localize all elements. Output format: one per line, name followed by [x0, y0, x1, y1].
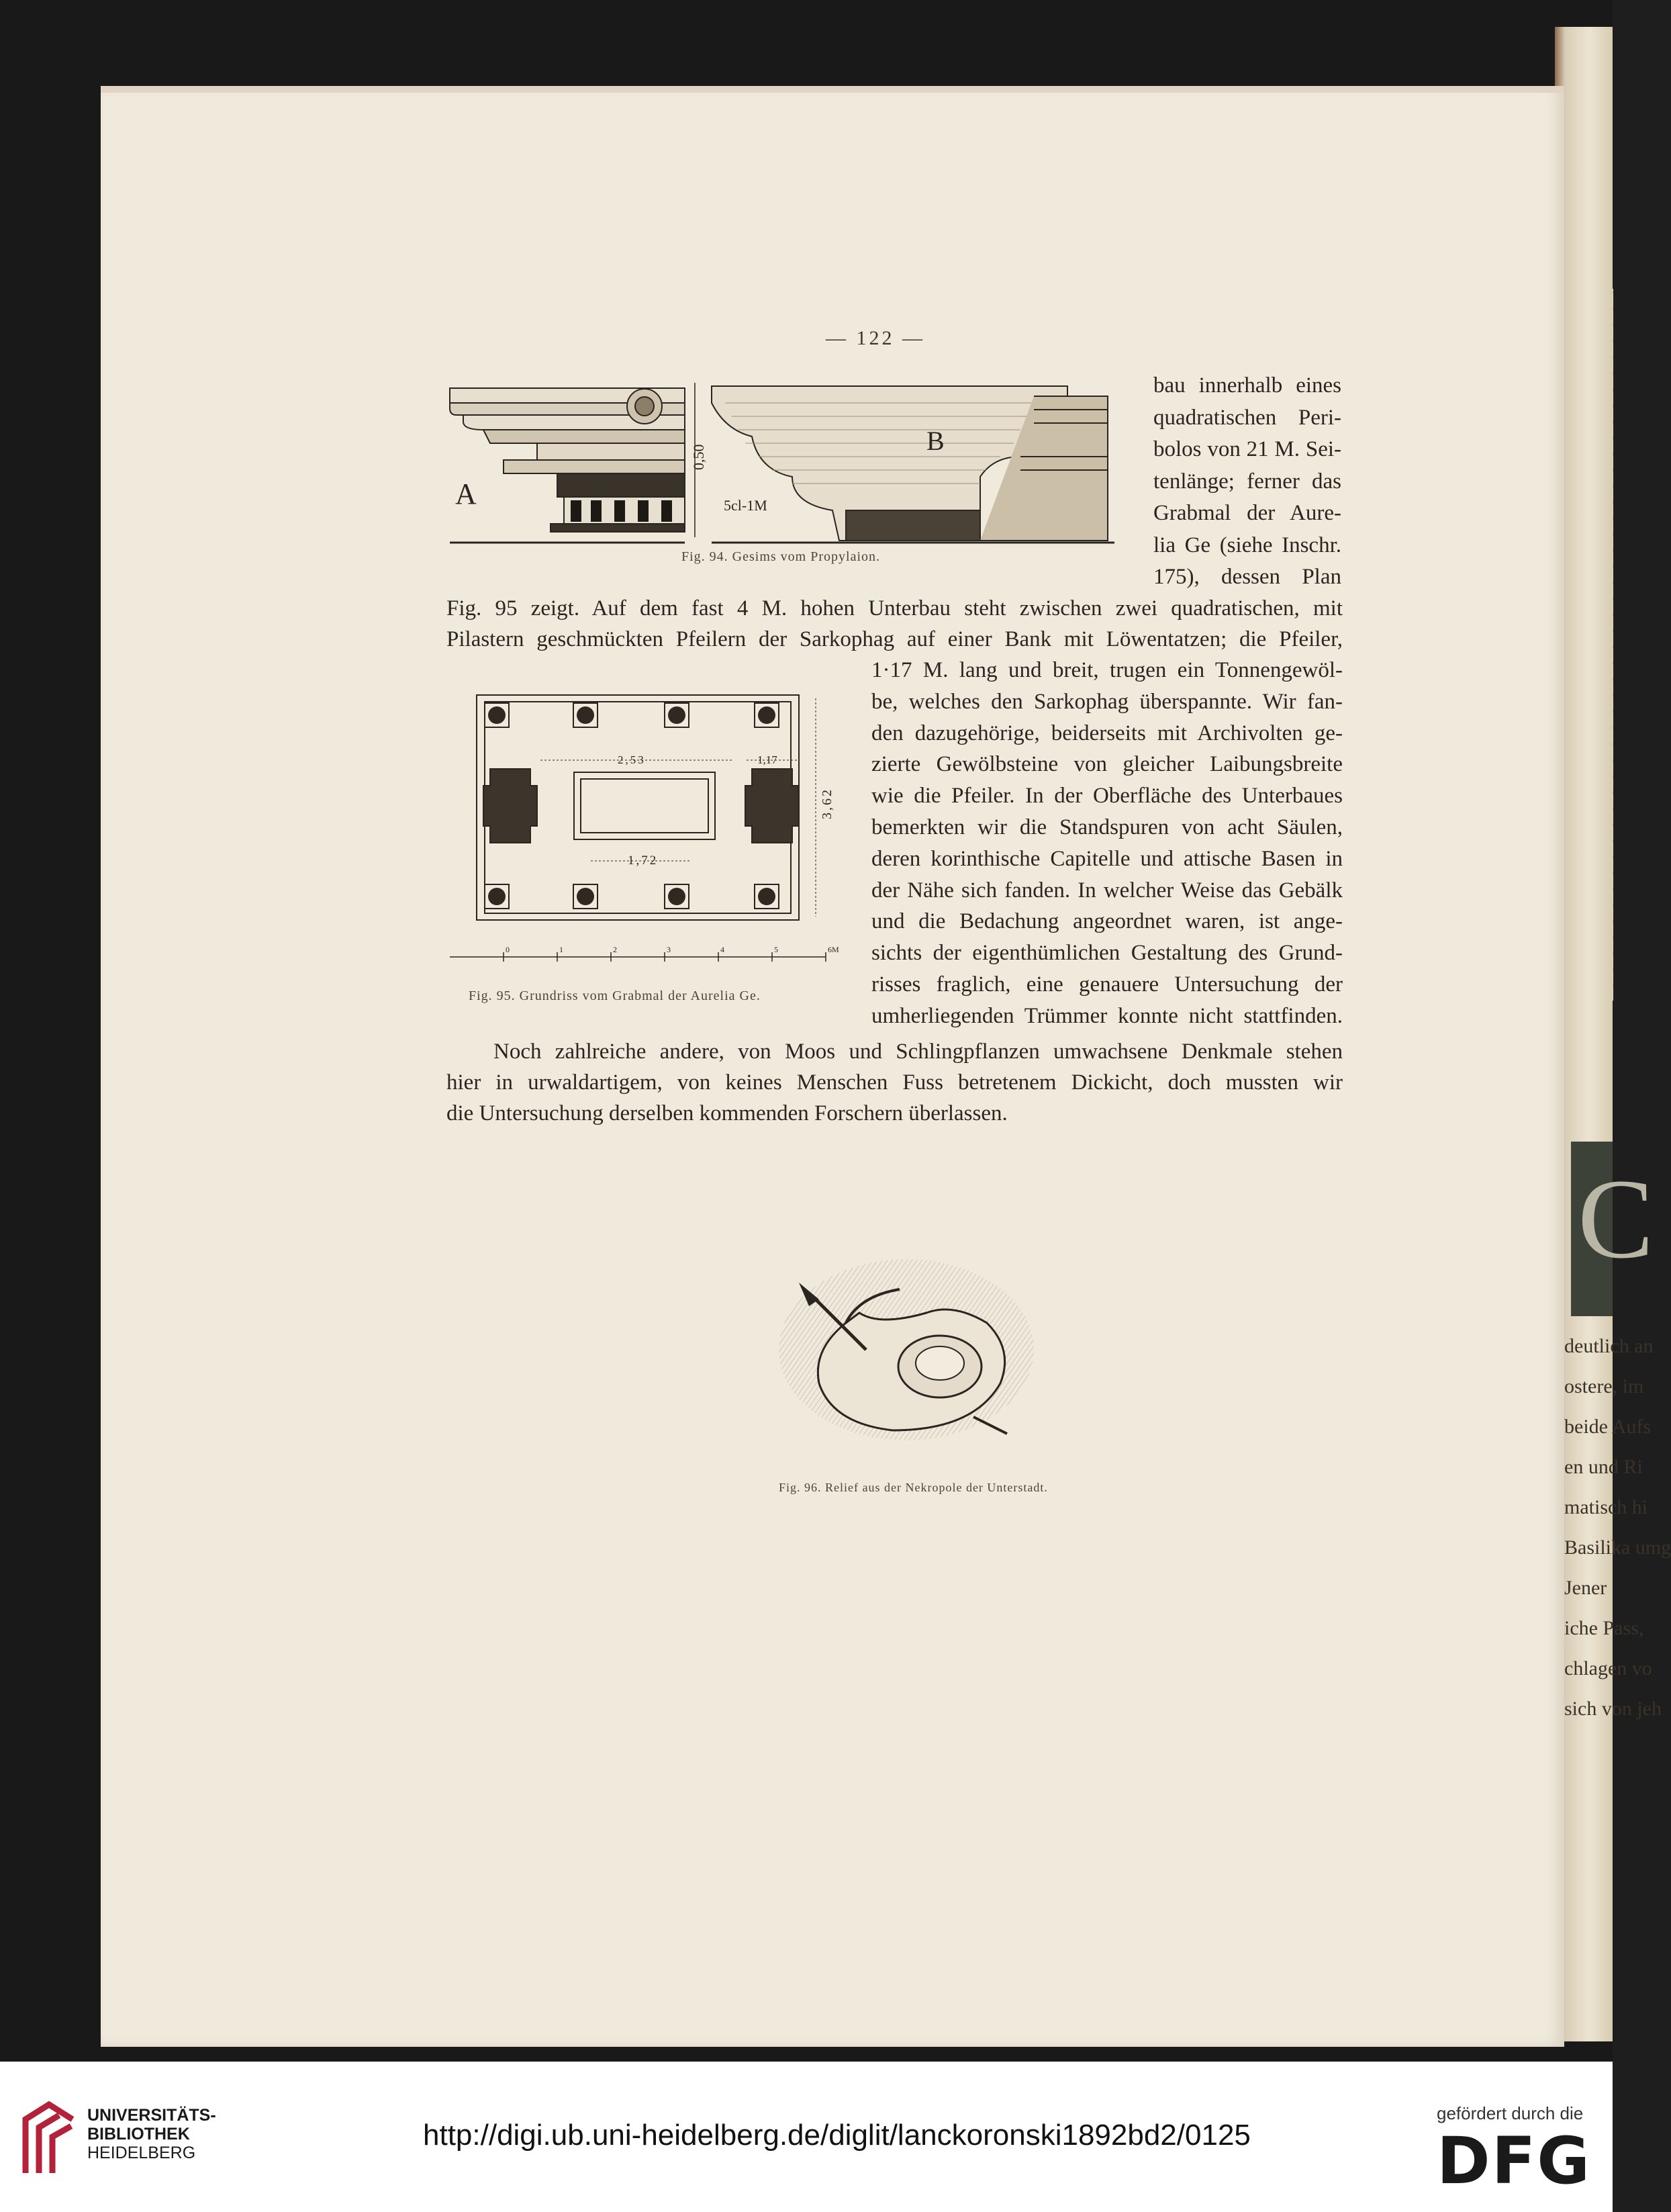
- university-library-logo-icon: [19, 2099, 79, 2180]
- column-marker: [758, 706, 775, 724]
- text-line: risses fraglich, eine genauere Untersuchung der: [871, 972, 1343, 997]
- text-line: umherliegenden Trümmer konnte nicht stattfinden.: [871, 1003, 1343, 1028]
- fig94-scale: 5cl-1M: [724, 497, 767, 514]
- fig95-dim-height: 3,62: [820, 788, 834, 819]
- library-name-line-1: UNIVERSITÄTS-: [87, 2106, 216, 2125]
- scale-tick-label: 1: [559, 945, 563, 954]
- figure-95-plan: [436, 685, 853, 974]
- column-marker: [488, 706, 506, 724]
- column-marker: [577, 706, 594, 724]
- page-url-link[interactable]: http://digi.ub.uni-heidelberg.de/diglit/lanckoronski1892bd2/0125: [423, 2119, 1251, 2152]
- text-line: lia Ge (siehe Inschr.: [1153, 533, 1341, 557]
- funding-text: gefördert durch die: [1437, 2103, 1584, 2123]
- library-name-line-3: HEIDELBERG: [87, 2144, 196, 2162]
- fig96-caption: Fig. 96. Relief aus der Nekropole der Unterstadt.: [779, 1481, 1048, 1494]
- text-line: bau innerhalb eines: [1153, 373, 1341, 398]
- right-page-text-fragment: deutlich an: [1564, 1335, 1654, 1357]
- scale-tick-label: 0: [506, 945, 510, 954]
- text-line: quadratischen Peri-: [1153, 405, 1341, 430]
- text-line: zierte Gewölbsteine von gleicher Laibungsbreite: [871, 752, 1343, 777]
- text-line: wie die Pfeiler. In der Oberfläche des Unterbaues: [871, 784, 1343, 809]
- text-line: bolos von 21 M. Sei-: [1153, 437, 1341, 461]
- column-marker: [668, 888, 685, 905]
- text-line: 175), dessen Plan: [1153, 565, 1341, 589]
- text-line: und die Bedachung angeordnet waren, ist ange-: [871, 909, 1343, 934]
- right-page-initial: C: [1571, 1142, 1613, 1316]
- text-line: tenlänge; ferner das: [1153, 469, 1341, 494]
- fig95-dim-width: 2,53: [618, 753, 646, 766]
- figure-96-relief: [772, 1249, 1034, 1444]
- right-page-text-fragment: iche Pass,: [1564, 1617, 1644, 1639]
- fig94-label-a: A: [455, 477, 477, 510]
- right-page-text-fragment: ostere, im: [1564, 1375, 1644, 1397]
- fig95-dim-pier: 1,17: [757, 753, 777, 766]
- fig94-dimension: 0,50: [690, 444, 707, 470]
- fig94-label-b: B: [926, 426, 945, 456]
- column-marker: [758, 888, 775, 905]
- column-marker: [488, 888, 506, 905]
- text-line: Noch zahlreiche andere, von Moos und Schlingpflanzen umwachsene Denkmale stehen: [493, 1040, 1343, 1064]
- fig94-caption: Fig. 94. Gesims vom Propylaion.: [681, 549, 881, 564]
- fig95-caption: Fig. 95. Grundriss vom Grabmal der Aurelia Ge.: [469, 988, 761, 1003]
- library-name-line-2: BIBLIOTHEK: [87, 2125, 190, 2144]
- right-page-text-fragment: en und Ri: [1564, 1456, 1643, 1478]
- text-line: sichts der eigenthümlichen Gestaltung des Grund-: [871, 941, 1343, 966]
- text-line: deren korinthische Capitelle und attische Basen in: [871, 846, 1343, 871]
- text-line: die Untersuchung derselben kommenden Forschern überlassen.: [446, 1101, 1008, 1125]
- right-page-text-fragment: chlagen vo: [1564, 1657, 1652, 1679]
- text-line: Pilastern geschmückten Pfeilern der Sarkophag auf einer Bank mit Löwentatzen; die Pfeiler,: [446, 627, 1343, 651]
- scale-tick-label: 2: [613, 945, 617, 954]
- text-line: Grabmal der Aure-: [1153, 501, 1341, 525]
- right-page-text-fragment: Jener: [1564, 1577, 1607, 1599]
- scale-tick-label: 6M: [828, 945, 839, 954]
- text-line: der Nähe sich fanden. In welcher Weise das Gebälk: [871, 878, 1343, 903]
- text-line: Fig. 95 zeigt. Auf dem fast 4 M. hohen Unterbau steht zwischen zwei quadratischen, mit: [446, 596, 1343, 620]
- right-page-text-fragment: sich von jeh: [1564, 1698, 1662, 1720]
- text-line: hier in urwaldartigem, von keines Menschen Fuss betretenem Dickicht, doch mussten wir: [446, 1070, 1343, 1095]
- scale-tick-label: 4: [720, 945, 724, 954]
- text-line: 1·17 M. lang und breit, trugen ein Tonnengewöl-: [871, 658, 1343, 682]
- fig95-dim-inner: 1,72: [628, 854, 659, 868]
- right-page-text-fragment: matisch hi: [1564, 1496, 1648, 1518]
- column-marker: [668, 706, 685, 724]
- right-page-text-fragment: beide Aufs: [1564, 1416, 1652, 1438]
- text-line: den dazugehörige, beiderseits mit Archivolten ge-: [871, 721, 1343, 745]
- dfg-logo: DFG: [1437, 2123, 1592, 2199]
- figure-94-cornice: [443, 376, 1114, 547]
- right-page-text-fragment: Basilika umg: [1564, 1536, 1671, 1559]
- column-marker: [577, 888, 594, 905]
- scale-tick-label: 3: [667, 945, 671, 954]
- scale-tick-label: 5: [774, 945, 778, 954]
- page-number: — 122 —: [826, 327, 925, 349]
- text-line: bemerkten wir die Standspuren von acht Säulen,: [871, 815, 1343, 839]
- text-line: be, welches den Sarkophag überspannte. Wir fan-: [871, 689, 1343, 714]
